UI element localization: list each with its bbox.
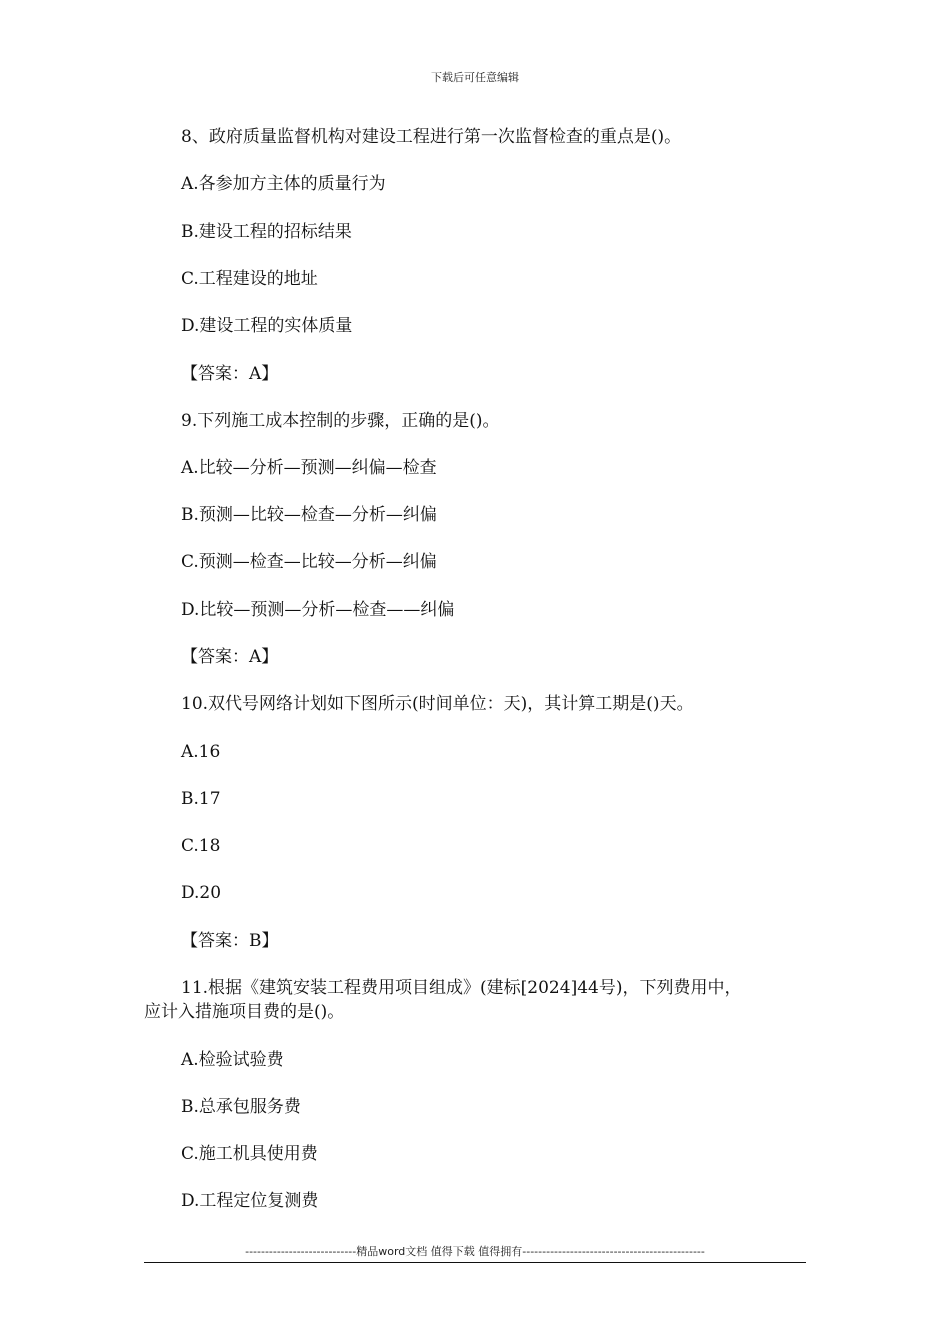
question-8-option-b: B.建设工程的招标结果 [181, 222, 352, 242]
header-note: 下载后可任意编辑 [431, 71, 519, 84]
question-10-answer: 【答案：B】 [181, 931, 279, 951]
question-9-option-b: B.预测—比较—检查—分析—纠偏 [181, 505, 437, 525]
question-8-option-c: C.工程建设的地址 [181, 269, 318, 289]
footer-note: ----------------------------精品word文档 值得下载 值得拥有---------------------------------------------- [245, 1245, 705, 1258]
question-9-stem: 9.下列施工成本控制的步骤，正确的是()。 [181, 411, 500, 431]
question-11-option-b: B.总承包服务费 [181, 1097, 301, 1117]
question-9-answer: 【答案：A】 [181, 647, 279, 667]
question-11-option-d: D.工程定位复测费 [181, 1191, 319, 1211]
question-9-option-a: A.比较—分析—预测—纠偏—检查 [181, 458, 437, 478]
question-9-option-c: C.预测—检查—比较—分析—纠偏 [181, 552, 437, 572]
footer-divider [144, 1262, 806, 1263]
question-10-stem: 10.双代号网络计划如下图所示(时间单位：天)，其计算工期是()天。 [181, 694, 694, 714]
question-10-option-c: C.18 [181, 836, 221, 856]
question-11-option-c: C.施工机具使用费 [181, 1144, 318, 1164]
question-8-option-d: D.建设工程的实体质量 [181, 316, 353, 336]
question-9-option-d: D.比较—预测—分析—检查——纠偏 [181, 600, 455, 620]
question-11-option-a: A.检验试验费 [181, 1050, 284, 1070]
question-11-stem-line-2: 应计入措施项目费的是()。 [144, 1002, 345, 1022]
question-11-stem-line-1: 11.根据《建筑安装工程费用项目组成》(建标[2024]44号)，下列费用中， [181, 978, 742, 998]
question-10-option-d: D.20 [181, 883, 222, 903]
question-10-option-b: B.17 [181, 789, 221, 809]
question-8-stem: 8、政府质量监督机构对建设工程进行第一次监督检查的重点是()。 [181, 127, 682, 147]
question-8-answer: 【答案：A】 [181, 364, 279, 384]
question-8-option-a: A.各参加方主体的质量行为 [181, 174, 386, 194]
question-10-option-a: A.16 [181, 742, 221, 762]
